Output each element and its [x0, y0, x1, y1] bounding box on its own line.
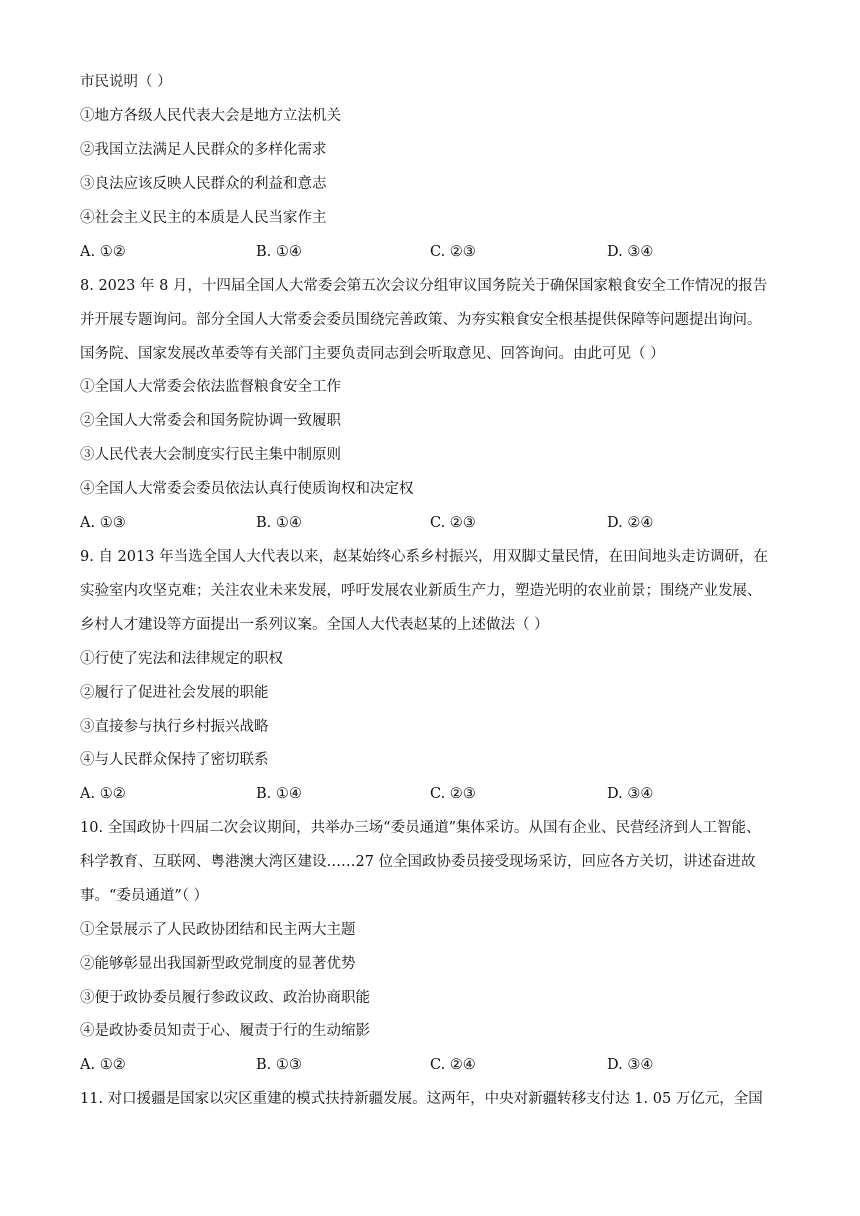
- option-b: B. ①④: [256, 515, 302, 531]
- question-7-stem-tail: 市民说明（ ）: [80, 74, 172, 90]
- statement-4: ④与人民群众保持了密切联系: [80, 752, 269, 768]
- statement-3: ③良法应该反映人民群众的利益和意志: [80, 176, 327, 192]
- question-9-stem: 乡村人才建设等方面提出一系列议案。全国人大代表赵某的上述做法（ ）: [80, 617, 549, 633]
- statement-2: ②全国人大常委会和国务院协调一致履职: [80, 413, 341, 429]
- option-b: B. ①③: [256, 1057, 302, 1073]
- statement-3: ③直接参与执行乡村振兴战略: [80, 719, 269, 735]
- question-9-stem: 9. 自 2013 年当选全国人大代表以来，赵某始终心系乡村振兴，用双脚丈量民情，在田间地头走访调研，在: [80, 549, 769, 565]
- question-9-stem: 实验室内攻坚克难；关注农业未来发展，呼吁发展农业新质生产力，塑造光明的农业前景；围绕产业发展、: [80, 583, 762, 599]
- statement-1: ①行使了宪法和法律规定的职权: [80, 651, 283, 667]
- statement-3: ③人民代表大会制度实行民主集中制原则: [80, 447, 341, 463]
- statement-4: ④社会主义民主的本质是人民当家作主: [80, 210, 327, 226]
- question-8-stem: 8. 2023 年 8 月，十四届全国人大常委会第五次会议分组审议国务院关于确保国家粮食安全工作情况的报告: [80, 278, 768, 294]
- answer-options-q9: [80, 784, 780, 804]
- option-c: C. ②③: [430, 786, 476, 802]
- option-a: A. ①②: [80, 786, 126, 802]
- option-c: C. ②③: [430, 244, 476, 260]
- question-10-stem: 科学教育、互联网、粤港澳大湾区建设……27 位全国政协委员接受现场采访，回应各方关切，讲述奋进故: [80, 854, 756, 870]
- option-c: C. ②④: [430, 1057, 476, 1073]
- option-d: D. ③④: [607, 786, 654, 802]
- statement-2: ②我国立法满足人民群众的多样化需求: [80, 142, 327, 158]
- statement-1: ①全国人大常委会依法监督粮食安全工作: [80, 379, 341, 395]
- statement-4: ④全国人大常委会委员依法认真行使质询权和决定权: [80, 481, 414, 497]
- question-8-stem: 国务院、国家发展改革委等有关部门主要负责同志到会听取意见、回答询问。由此可见（ ）: [80, 346, 665, 362]
- statement-2: ②能够彰显出我国新型政党制度的显著优势: [80, 956, 356, 972]
- question-11-stem: 11. 对口援疆是国家以灾区重建的模式扶持新疆发展。这两年，中央对新疆转移支付达 1. 05 万亿元，全国: [80, 1091, 763, 1107]
- statement-1: ①地方各级人民代表大会是地方立法机关: [80, 108, 341, 124]
- statement-2: ②履行了促进社会发展的职能: [80, 685, 269, 701]
- option-a: A. ①②: [80, 1057, 126, 1073]
- option-b: B. ①④: [256, 786, 302, 802]
- option-d: D. ②④: [607, 515, 654, 531]
- statement-4: ④是政协委员知责于心、履责于行的生动缩影: [80, 1023, 370, 1039]
- answer-options-q10: [80, 1055, 780, 1075]
- option-d: D. ③④: [607, 244, 654, 260]
- question-10-stem: 10. 全国政协十四届二次会议期间，共举办三场“委员通道”集体采访。从国有企业、民营经济到人工智能、: [80, 820, 761, 836]
- answer-options-q8: [80, 513, 780, 533]
- statement-3: ③便于政协委员履行参政议政、政治协商职能: [80, 990, 370, 1006]
- option-b: B. ①④: [256, 244, 302, 260]
- option-c: C. ②③: [430, 515, 476, 531]
- option-d: D. ③④: [607, 1057, 654, 1073]
- statement-1: ①全景展示了人民政协团结和民主两大主题: [80, 922, 356, 938]
- question-8-stem: 并开展专题询问。部分全国人大常委会委员围绕完善政策、为夯实粮食安全根基提供保障等问题提出询问。: [80, 312, 762, 328]
- option-a: A. ①③: [80, 515, 126, 531]
- question-10-stem: 事。“委员通道”（ ）: [80, 888, 209, 904]
- option-a: A. ①②: [80, 244, 126, 260]
- answer-options-q7: [80, 242, 780, 262]
